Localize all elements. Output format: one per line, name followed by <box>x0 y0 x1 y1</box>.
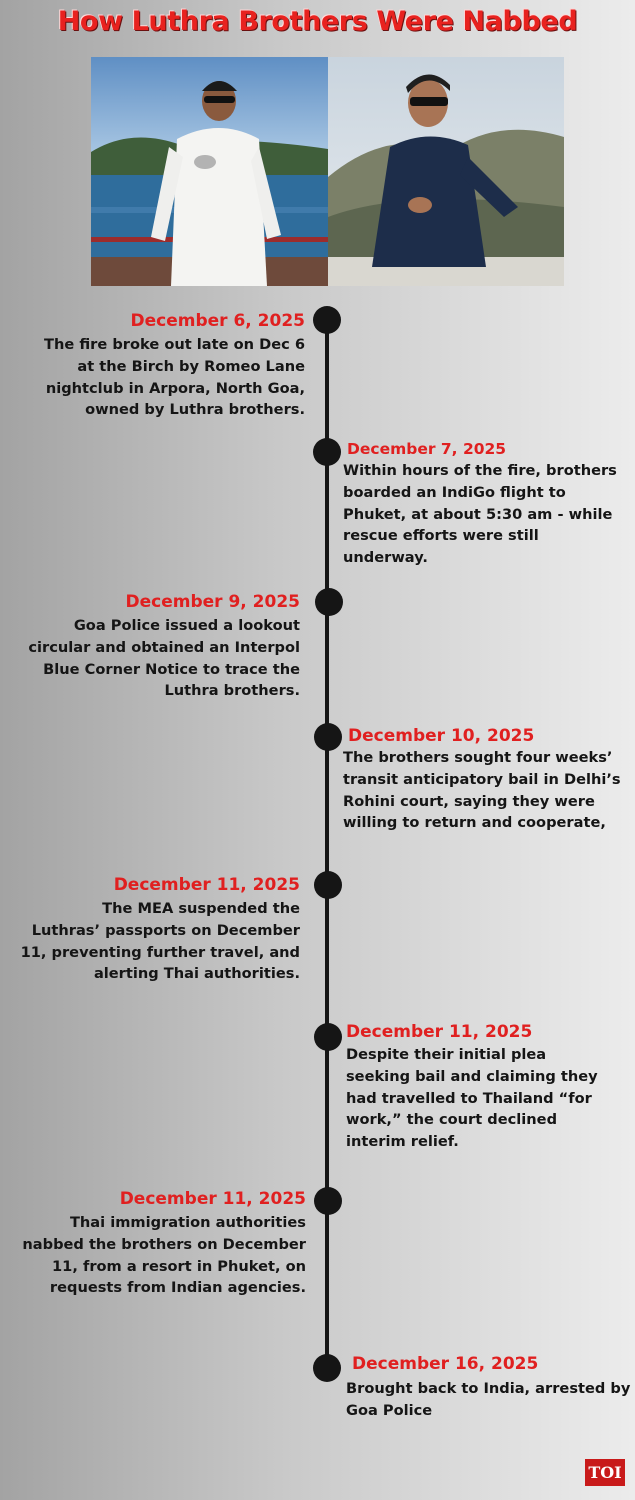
event-date: December 11, 2025 <box>119 1189 306 1209</box>
event-description: Goa Police issued a lookout circular and obtained an Interpol Blue Corner Notice to trace the Luthra brothers. <box>28 617 300 700</box>
event-date: December 9, 2025 <box>125 592 300 612</box>
event-description: Thai immigration authorities nabbed the brothers on December 11, from a resort in Phuket, on requests from Indian agencies. <box>22 1214 306 1297</box>
event-description: The MEA suspended the Luthras’ passports on December 11, preventing further travel, and alerting Thai authorities. <box>20 900 300 983</box>
event-date: December 10, 2025 <box>348 726 535 746</box>
event-date: December 11, 2025 <box>346 1022 533 1042</box>
left-brother-photo <box>91 57 328 286</box>
event-description: The fire broke out late on Dec 6 at the Birch by Romeo Lane nightclub in Arpora, North Goa, owned by Luthra brothers. <box>44 336 305 419</box>
event-description: Despite their initial plea seeking bail and claiming they had travelled to Thailand “for work,” the court declined interim relief. <box>346 1046 598 1151</box>
timeline-dot <box>313 1354 341 1382</box>
timeline-dot <box>313 306 341 334</box>
event-description: Within hours of the fire, brothers boarded an IndiGo flight to Phuket, at about 5:30 am - while rescue efforts were still underway. <box>343 462 617 567</box>
timeline-dot <box>314 723 342 751</box>
event-description: Brought back to India, arrested by Goa Police <box>346 1380 631 1419</box>
timeline-dot <box>314 871 342 899</box>
right-brother-photo <box>328 57 564 286</box>
timeline-dot <box>314 1187 342 1215</box>
timeline-dot <box>313 438 341 466</box>
timeline-dot <box>315 588 343 616</box>
timeline-dot <box>314 1023 342 1051</box>
toi-logo: TOI <box>585 1459 625 1486</box>
event-date: December 11, 2025 <box>113 875 300 895</box>
event-date: December 6, 2025 <box>130 311 305 331</box>
event-date: December 7, 2025 <box>347 440 507 458</box>
event-description: The brothers sought four weeks’ transit anticipatory bail in Delhi’s Rohini court, saying they were willing to return and cooperate, <box>343 749 621 832</box>
page-title: How Luthra Brothers Were Nabbed <box>57 6 578 37</box>
event-date: December 16, 2025 <box>352 1354 539 1374</box>
